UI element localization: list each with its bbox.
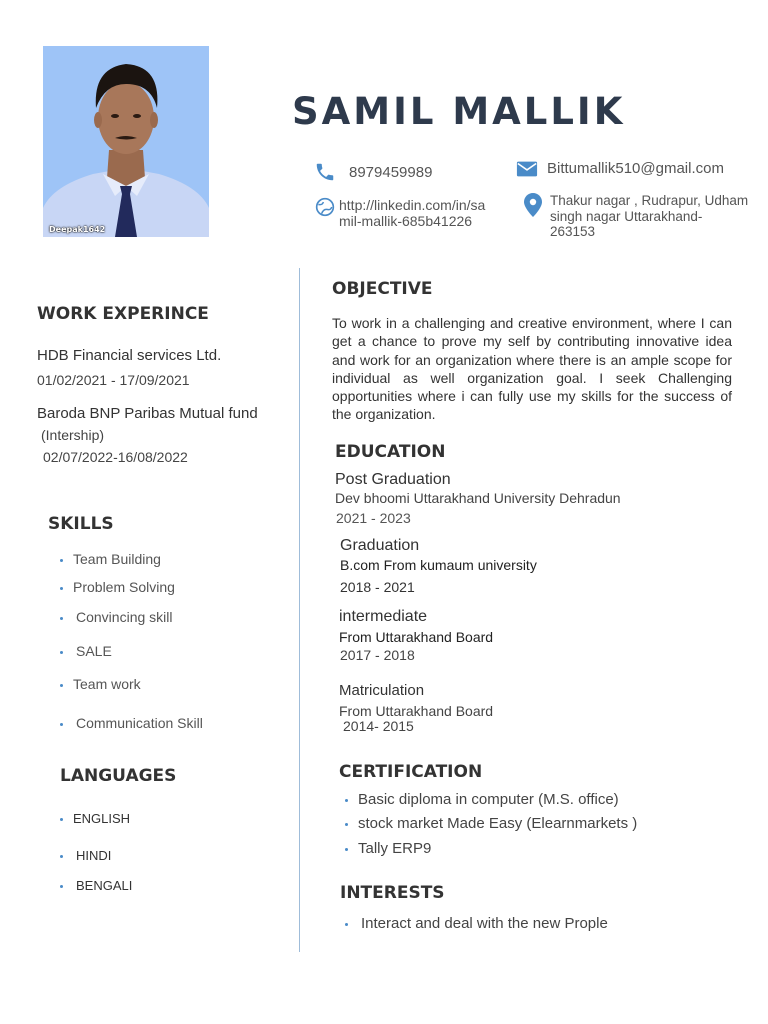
bullet-icon (60, 885, 63, 888)
interests-heading: INTERESTS (340, 883, 445, 903)
matric-title: Matriculation (339, 682, 425, 699)
inter-school: From Uttarakhand Board (339, 629, 494, 645)
skill-label: Convincing skill (76, 609, 173, 625)
bullet-icon (345, 848, 348, 851)
skill-item (60, 715, 203, 731)
certification-label: Tally ERP9 (358, 840, 432, 857)
grad-school: B.com From kumaum university (340, 557, 537, 573)
skill-label: Communication Skill (76, 715, 203, 731)
language-label: HINDI (76, 848, 112, 863)
bullet-icon (60, 587, 63, 590)
skill-label: Team Building (73, 551, 161, 567)
work-experience-heading: WORK EXPERINCE (37, 304, 209, 324)
language-label: BENGALI (76, 878, 133, 893)
objective-text: To work in a challenging and creative environment, where I can get a chance to prove my self by contributing innovative idea and work for an organization where there is an ample scope for individual as well organization goal. I seek Challenging opportunities where i can fully use my skills for the success of the organization. (332, 315, 732, 423)
skill-item (60, 676, 141, 692)
bullet-icon (345, 823, 348, 826)
person-portrait (43, 46, 209, 237)
bullet-icon (345, 923, 348, 926)
language-item (60, 848, 111, 863)
certification-label: stock market Made Easy (Elearnmarkets ) (358, 815, 638, 832)
email-icon (516, 160, 538, 178)
grad-title: Graduation (340, 537, 420, 554)
inter-years: 2017 - 2018 (340, 647, 415, 663)
objective-heading: OBJECTIVE (332, 279, 433, 299)
profile-photo (43, 46, 209, 237)
job2-dates: 02/07/2022-16/08/2022 (43, 449, 188, 465)
pg-title: Post Graduation (335, 471, 451, 488)
job1-company: HDB Financial services Ltd. (37, 347, 222, 364)
skill-item (60, 579, 175, 595)
matric-school: From Uttarakhand Board (339, 703, 494, 719)
bullet-icon (60, 818, 63, 821)
skill-label: Team work (73, 676, 141, 692)
phone-number[interactable]: 8979459989 (349, 164, 433, 181)
photo-caption: Deepak1642 (49, 225, 106, 234)
linkedin-line-1: http://linkedin.com/in/sa (339, 197, 486, 213)
bullet-icon (60, 684, 63, 687)
phone-icon (314, 161, 336, 183)
language-item (60, 878, 132, 893)
address-line-1: Thakur nagar , Rudrapur, Udham (550, 193, 749, 208)
inter-title: intermediate (339, 608, 428, 625)
certification-heading: CERTIFICATION (339, 762, 483, 782)
interest-item (345, 915, 608, 932)
skill-item (60, 551, 161, 567)
pg-years: 2021 - 2023 (336, 510, 411, 526)
language-item (60, 811, 130, 826)
skills-heading: SKILLS (48, 514, 114, 534)
certification-item (345, 815, 637, 832)
column-divider (299, 268, 300, 952)
certification-label: Basic diploma in computer (M.S. office) (358, 791, 619, 808)
page-title: SAMIL MALLIK (292, 90, 626, 133)
language-label: ENGLISH (73, 811, 131, 826)
linkedin-line-2: mil-mallik-685b41226 (339, 213, 473, 229)
skill-item (60, 609, 172, 625)
education-heading: EDUCATION (335, 442, 446, 462)
job1-dates: 01/02/2021 - 17/09/2021 (37, 372, 190, 388)
interest-label: Interact and deal with the new Prople (361, 915, 608, 932)
job2-role: (Intership) (41, 427, 105, 443)
email-address[interactable]: Bittumallik510@gmail.com (547, 160, 724, 177)
bullet-icon (60, 617, 63, 620)
skill-label: Problem Solving (73, 579, 175, 595)
skill-item (60, 643, 112, 659)
skill-label: SALE (76, 643, 112, 659)
address-line-3: 263153 (550, 224, 596, 239)
bullet-icon (60, 855, 63, 858)
address (550, 193, 748, 240)
bullet-icon (345, 799, 348, 802)
certification-item (345, 840, 431, 857)
grad-years: 2018 - 2021 (340, 579, 415, 595)
matric-years: 2014- 2015 (343, 718, 414, 734)
pg-school: Dev bhoomi Uttarakhand University Dehradun (335, 490, 621, 506)
address-line-2: singh nagar Uttarakhand- (550, 208, 703, 224)
bullet-icon (60, 651, 63, 654)
certification-item (345, 791, 619, 808)
languages-heading: LANGUAGES (60, 766, 177, 786)
globe-icon (315, 197, 335, 217)
linkedin-link[interactable] (339, 197, 485, 229)
bullet-icon (60, 559, 63, 562)
location-pin-icon (524, 193, 542, 217)
job2-company: Baroda BNP Paribas Mutual fund (37, 405, 258, 422)
bullet-icon (60, 723, 63, 726)
